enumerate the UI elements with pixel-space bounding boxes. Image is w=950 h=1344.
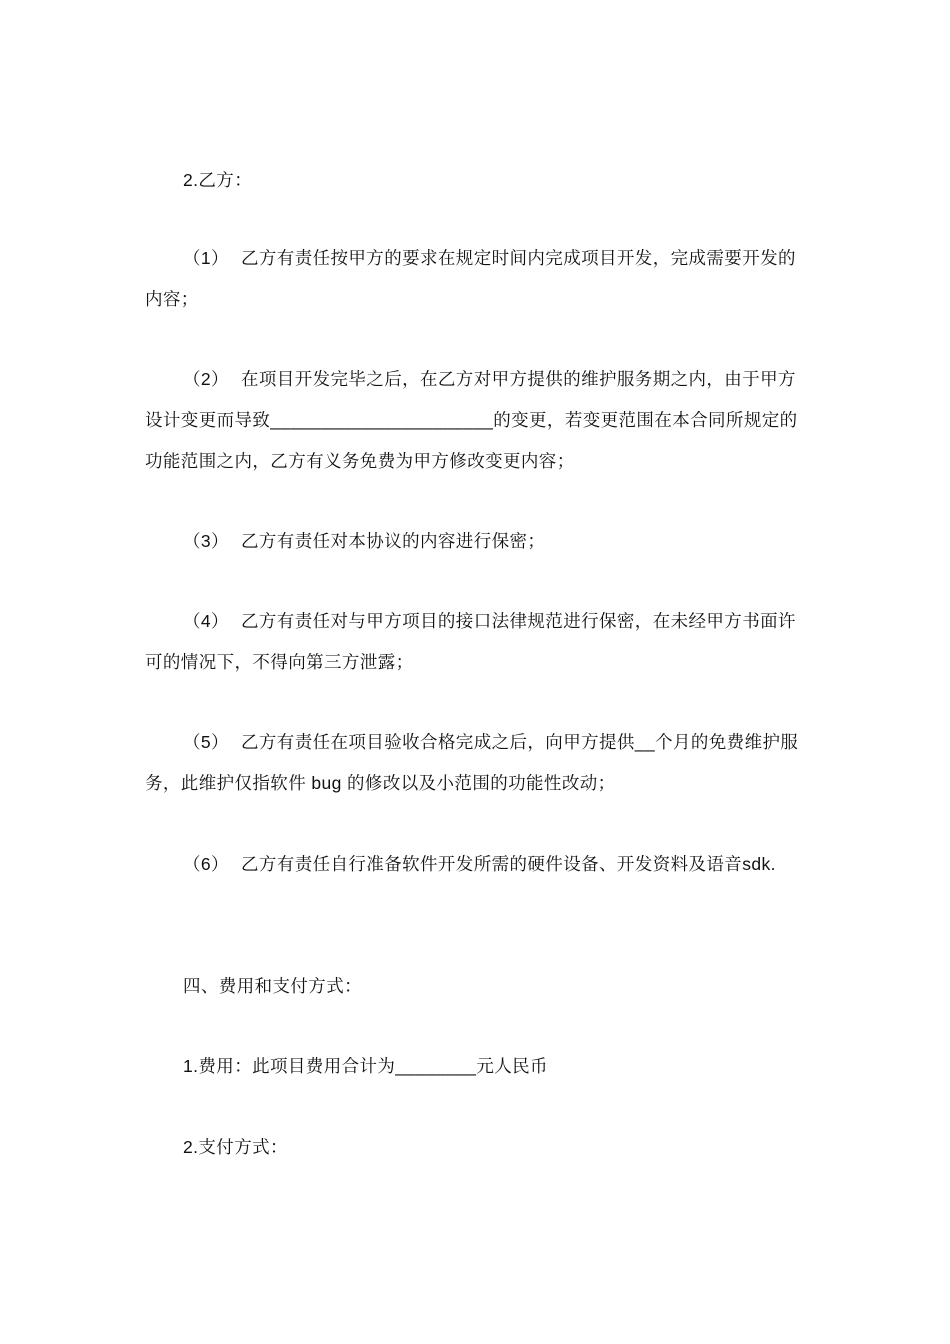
clause-text: 在项目开发完毕之后，在乙方对甲方提供的维护服务期之内，由于甲方设计变更而导致______________________的变更，若变更范围在本合同所规定的功能范围之内，乙方有义务免费为甲方修改变更内容； <box>145 369 798 471</box>
clause-item-6 <box>145 844 805 885</box>
clause-item-1 <box>145 238 805 320</box>
clause-item-2 <box>145 359 805 482</box>
clause-number: （6） <box>183 854 229 874</box>
clause-text: 乙方有责任对与甲方项目的接口法律规范进行保密，在未经甲方书面许可的情况下，不得向第三方泄露； <box>145 611 796 672</box>
clause-number: （3） <box>183 531 229 551</box>
fee-line: 1.费用：此项目费用合计为________元人民币 <box>183 1056 548 1076</box>
clause-item-4 <box>145 601 805 683</box>
payment-heading: 2.支付方式： <box>183 1137 288 1157</box>
clause-number: （5） <box>183 732 229 752</box>
clause-text: 乙方有责任自行准备软件开发所需的硬件设备、开发资料及语音sdk. <box>241 854 776 874</box>
section-b-heading: 2.乙方： <box>183 170 253 190</box>
clause-text: 乙方有责任对本协议的内容进行保密； <box>241 531 546 551</box>
section-four-heading: 四、费用和支付方式： <box>183 976 362 996</box>
clause-item-3 <box>145 521 805 562</box>
clause-text: 乙方有责任在项目验收合格完成之后，向甲方提供__个月的免费维护服务，此维护仅指软件 bug 的修改以及小范围的功能性改动； <box>145 732 799 793</box>
clause-item-5 <box>145 722 805 804</box>
clause-number: （1） <box>183 248 229 268</box>
clause-text: 乙方有责任按甲方的要求在规定时间内完成项目开发，完成需要开发的内容； <box>145 248 796 309</box>
clause-number: （4） <box>183 611 229 631</box>
clause-number: （2） <box>183 369 229 389</box>
